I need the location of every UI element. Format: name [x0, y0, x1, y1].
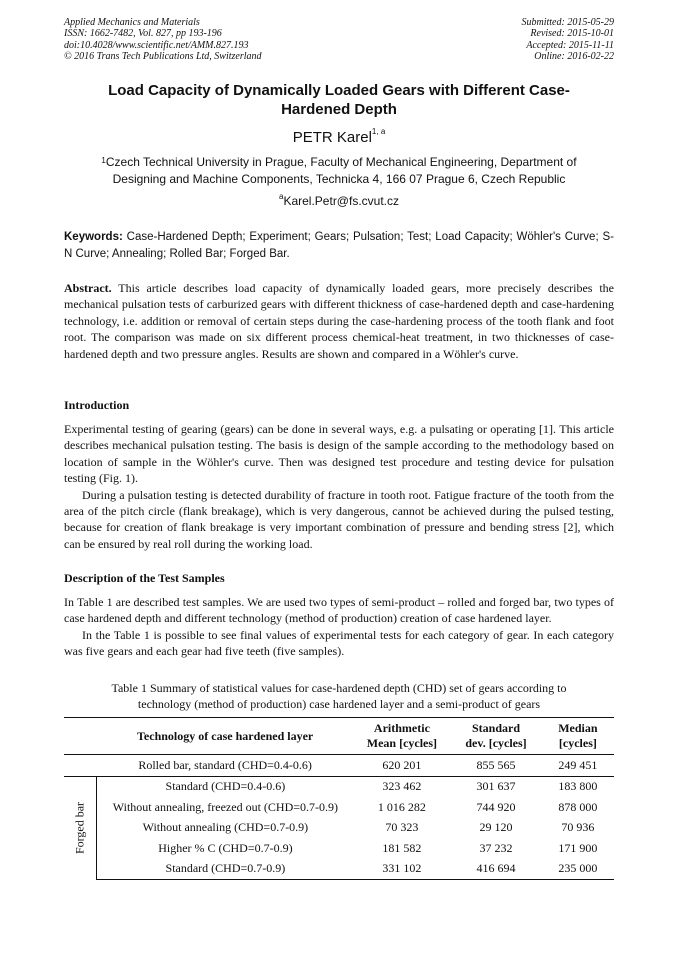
cell-std: 29 120 — [479, 820, 513, 835]
keywords — [64, 229, 614, 262]
cell-mean: 70 323 — [385, 820, 419, 835]
abstract-text: This article describes load capacity of dynamically loaded gears, more precisely describes the mechanical pulsation tests of carburized gears with different thickness of case-hardened depth and case-hardening technology, i.e. addition or removal of certain steps during the case-hardening process of the tooth flank and foot root. The comparison was made on six different process chemical-heat treatment, in two thicknesses of case-hardened depth and two pressure angles. Results are shown and compared in a Wöhler's curve. — [64, 281, 614, 361]
affiliation-line-1: Czech Technical University in Prague, Faculty of Mechanical Engineering, Department of — [105, 155, 577, 169]
issn-line: ISSN: 1662-7482, Vol. 827, pp 193-196 — [64, 28, 222, 40]
cell-tech: Without annealing (CHD=0.7-0.9) — [142, 820, 309, 835]
introduction-body — [64, 421, 614, 552]
header-mean: Arithmetic Mean [cycles] — [354, 718, 451, 755]
abstract — [64, 280, 614, 362]
cell-tech: Higher % C (CHD=0.7-0.9) — [158, 840, 293, 855]
author-name: PETR Karel — [292, 129, 372, 146]
cell-tech: Standard (CHD=0.4-0.6) — [97, 776, 354, 797]
author-sup: 1, a — [371, 127, 386, 136]
cell-std: 416 694 — [450, 859, 542, 880]
accepted-date: Accepted: 2015-11-11 — [526, 39, 614, 51]
cell-tech: Rolled bar, standard (CHD=0.4-0.6) — [97, 755, 354, 777]
affiliation-line-2: Designing and Machine Components, Technicka 4, 166 07 Prague 6, Czech Republic — [112, 172, 566, 186]
cell-mean: 331 102 — [354, 859, 451, 880]
table-caption-line-1: Table 1 Summary of statistical values for case-hardened depth (CHD) set of gears according to — [111, 681, 567, 695]
email-sup: a — [279, 192, 284, 201]
intro-paragraph-2: During a pulsation testing is detected durability of fracture in tooth root. Fatigue fracture of the tooth from the area of the pitch circle (flank breakage), which is very dangerous, cannot be achieved during the pulsed testing, because for creation of flank breakage is very important combination of pressure and bending stress [2], which can be ensured by real roll during the working load. — [64, 487, 614, 551]
email-address: Karel.Petr@fs.cvut.cz — [283, 194, 399, 208]
table-row — [64, 776, 614, 797]
online-date: Online: 2016-02-22 — [534, 50, 614, 62]
table-row — [64, 838, 614, 859]
copyright-line: © 2016 Trans Tech Publications Ltd, Switzerland — [64, 50, 262, 62]
table-caption-line-2: technology (method of production) case hardened layer and a semi-product of gears — [137, 697, 541, 711]
header-median: Median [cycles] — [542, 718, 614, 755]
introduction-heading: Introduction — [64, 398, 130, 412]
cell-std: 37 232 — [479, 840, 513, 855]
cell-tech: Without annealing, freezed out (CHD=0.7-0.9) — [112, 799, 338, 814]
cell-std: 744 920 — [476, 799, 516, 814]
desc-paragraph-1: In Table 1 are described test samples. We are used two types of semi-product – rolled and forged bar, two types of case hardened depth and different technology (method of production) creation of case hardened layer. — [64, 595, 614, 626]
affiliation — [80, 154, 598, 188]
cell-median: 171 900 — [558, 840, 598, 855]
header-std: Standard dev. [cycles] — [450, 718, 542, 755]
forged-bar-label: Forged bar — [72, 801, 87, 855]
cell-mean: 181 582 — [382, 840, 422, 855]
desc-paragraph-2: In the Table 1 is possible to see final values of experimental tests for each category of gear. In each category was five gears and each gear had five teeth (five samples). — [64, 627, 614, 659]
keywords-label: Keywords: — [64, 231, 123, 243]
header-technology: Technology of case hardened layer — [97, 718, 354, 755]
cell-mean: 620 201 — [354, 755, 451, 777]
keywords-text: Case-Hardened Depth; Experiment; Gears; Pulsation; Test; Load Capacity; Wöhler's Curve; S-N Curve; Annealing; Rolled Bar; Forged Bar. — [64, 231, 614, 260]
cell-mean: 1 016 282 — [377, 799, 426, 814]
author — [64, 129, 614, 146]
affiliation-sup: 1 — [101, 156, 106, 165]
journal-name: Applied Mechanics and Materials — [64, 17, 200, 28]
paper-title — [64, 81, 614, 119]
cell-median: 878 000 — [558, 799, 598, 814]
journal-info — [64, 17, 262, 62]
revised-date: Revised: 2015-10-01 — [530, 28, 614, 40]
cell-std: 301 637 — [450, 776, 542, 797]
table-caption — [64, 680, 614, 712]
author-email — [64, 194, 614, 208]
doi-line: doi:10.4028/www.scientific.net/AMM.827.193 — [64, 39, 249, 51]
table-row — [64, 859, 614, 880]
description-heading: Description of the Test Samples — [64, 571, 225, 585]
results-table — [64, 717, 614, 880]
cell-tech: Standard (CHD=0.7-0.9) — [97, 859, 354, 880]
cell-median: 235 000 — [542, 859, 614, 880]
intro-paragraph-1: Experimental testing of gearing (gears) can be done in several ways, e.g. a pulsating or operating [1]. This article describes mechanical pulsation testing. The basis is design of the sample according to the methodology based on location of sample in the Wöhler's curve. Then was designed test procedure and testing device for pulsation testing (Fig. 1). — [64, 422, 614, 486]
table-row — [64, 755, 614, 777]
cell-median: 249 451 — [542, 755, 614, 777]
submitted-date: Submitted: 2015-05-29 — [521, 17, 614, 28]
cell-std: 855 565 — [450, 755, 542, 777]
abstract-label: Abstract. — [64, 281, 112, 295]
title-line-1: Load Capacity of Dynamically Loaded Gears with Different Case- — [108, 82, 570, 99]
table-header-row — [64, 718, 614, 755]
forged-bar-group — [64, 776, 97, 880]
cell-median: 183 800 — [542, 776, 614, 797]
publication-dates — [522, 17, 615, 62]
table-row — [64, 797, 614, 818]
title-line-2: Hardened Depth — [281, 101, 397, 118]
description-body — [64, 594, 614, 660]
cell-mean: 323 462 — [354, 776, 451, 797]
cell-median: 70 936 — [561, 820, 595, 835]
table-row — [64, 818, 614, 839]
